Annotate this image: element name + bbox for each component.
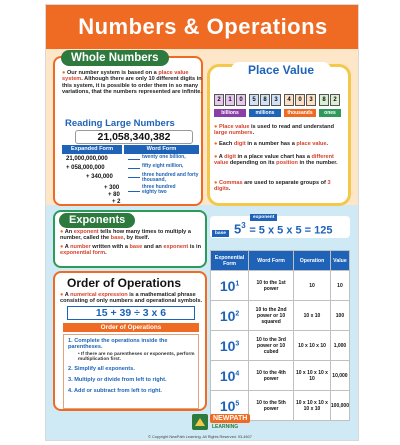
exponential-form-cell: $10^5$ [211,391,249,421]
digit-cell: 3 [271,94,281,106]
exponential-form-cell: $10^3$ [211,331,249,361]
digit-cell: 8 [319,94,329,106]
table-row [211,331,350,361]
value-cell: 100,000 [330,391,349,421]
exponential-form-cell: $10^4$ [211,361,249,391]
step-4: 4. Add or subtract from left to right. [68,388,162,394]
connector-line [128,159,140,160]
group-label-billions: billions [214,109,246,117]
exponents-heading: Exponents [59,213,135,228]
connector-line [128,177,140,178]
header-value: Value [330,251,349,271]
expanded-row-6: + 2 [112,199,121,205]
header-operation: Operation [294,251,331,271]
table-row [211,301,350,331]
whole-numbers-heading: Whole Numbers [61,50,169,66]
page-title: Numbers & Operations [46,5,359,49]
order-steps-box [63,334,199,409]
digit-cell: 1 [225,94,235,106]
group-label-thousands: thousands [284,109,316,117]
step-2: 2. Simplify all exponents. [68,366,135,372]
value-cell: 1,000 [330,331,349,361]
expanded-row-2: + 058,000,000 [66,165,105,171]
digit-cell: 8 [260,94,270,106]
digit-cell: 2 [330,94,340,106]
group-label-ones: ones [319,109,341,117]
base-label: base [212,230,229,237]
exponent-label: exponent [250,214,277,221]
big-number: 21,058,340,382 [75,130,193,144]
value-cell: 10,000 [330,361,349,391]
connector-line [128,191,140,192]
exponential-form-cell: $10^2$ [211,301,249,331]
expanded-row-1: 21,000,000,000 [66,156,108,162]
operation-cell: 10 [294,271,331,301]
numerical-expression: 15 + 39 ÷ 3 x 6 [67,306,195,320]
operation-cell: 10 x 10 x 10 [294,331,331,361]
step-1: 1. Complete the operations inside the parentheses. [68,338,168,351]
table-row [211,271,350,301]
value-cell: 100 [330,301,349,331]
copyright-text: © Copyright NewPath Learning. All Rights Reserved. 93-4607 [148,435,252,439]
group-label-millions: millions [249,109,281,117]
word-form-cell: 10 to the 2nd power or 10 squared [249,301,294,331]
operation-cell: 10 x 10 x 10 x 10 [294,361,331,391]
value-cell: 10 [330,271,349,301]
step-1-note: • If there are no parentheses or exponents, perform multiplication first. [78,352,195,363]
digit-cell: 2 [214,94,224,106]
operation-cell: 10 x 10 [294,301,331,331]
reading-large-numbers-heading: Reading Large Numbers [65,118,175,129]
place-value-digits [214,94,344,108]
digit-cell: 3 [306,94,316,106]
logo-wordmark-bottom: LEARNING [212,424,239,430]
table-row [211,361,350,391]
operation-cell: 10 x 10 x 10 x 10 x 10 [294,391,331,421]
place-value-bullet-3: ● A digit in a place value chart has a different value depending on its position in the number. [214,154,338,167]
exponents-bullet-1: ● An exponent tells how many times to multiply a number, called the base, by itself. [60,229,191,242]
digit-cell: 0 [236,94,246,106]
exponential-form-cell: $10^1$ [211,271,249,301]
table-header-row [211,251,350,271]
expanded-row-5: + 80 [108,192,120,198]
connector-line [128,168,140,169]
whole-numbers-bullet: ● Our number system is based on a place value system. Although there are only 10 different digits in this system, it is possible to order them in so many variations, that the numbers represented are infinite. [62,70,202,96]
header-word-form: Word Form [249,251,294,271]
logo-wordmark-top: NEWPATH [210,414,250,423]
order-of-operations-heading: Order of Operations [61,275,187,292]
place-value-heading: Place Value [231,62,331,78]
place-value-bullet-1: ● Place value is used to read and understand large numbers. [214,124,334,137]
exponent-example: $5^3 = 5$ x 5 x 5 = 125 [234,221,333,237]
word-form-cell: 10 to the 5th power [249,391,294,421]
order-bullet: ● A numerical expression is a mathematical phrase consisting of only numbers and operational symbols. [60,292,203,305]
digit-cell: 5 [249,94,259,106]
expanded-row-3: + 340,000 [86,174,113,180]
word-form-cell: 10 to the 4th power [249,361,294,391]
step-3: 3. Multiply or divide from left to right. [68,377,167,383]
newpath-logo-icon [192,414,208,430]
order-steps-title: Order of Operations [63,323,199,332]
word-form-cell: 10 to the 1st power [249,271,294,301]
digit-cell: 4 [284,94,294,106]
exponent-table [210,250,350,421]
word-form-header: Word Form [124,145,199,154]
exponents-bullet-2: ● A number written with a base and an exponent is in exponential form. [60,244,202,257]
place-value-bullet-2: ● Each digit in a number has a place value. [214,141,329,147]
digit-cell: 0 [295,94,305,106]
header-exponential-form: Exponential Form [211,251,249,271]
expanded-form-header: Expanded Form [62,145,122,154]
word-form-cell: 10 to the 3rd power or 10 cubed [249,331,294,361]
place-value-bullet-4: ● Commas are used to separate groups of 3 digits. [214,180,331,193]
expanded-row-4: + 300 [104,185,120,191]
